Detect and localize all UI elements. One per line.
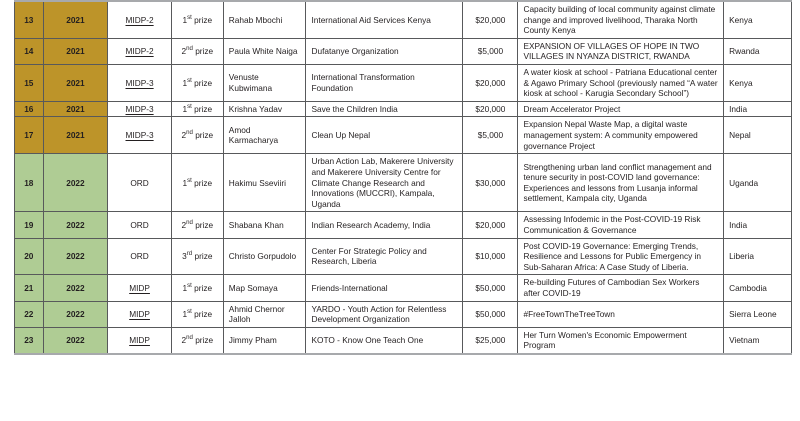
row-organization-cell: Urban Action Lab, Makerere University and Makerere University Centre for Climate Change Research and Innovations (MUCCRI), Kampala, Uganda <box>306 154 463 212</box>
row-year-cell: 2021 <box>43 38 108 64</box>
row-organization-cell: International Aid Services Kenya <box>306 1 463 38</box>
row-year-cell: 2021 <box>43 1 108 38</box>
programme-label: MIDP <box>129 308 150 319</box>
row-name-cell: Amod Karmacharya <box>223 117 306 154</box>
row-amount-cell: $20,000 <box>463 65 518 102</box>
row-organization-cell: Save the Children India <box>306 101 463 117</box>
row-prize-cell <box>171 1 223 38</box>
prize-rank-number: 3 <box>182 251 187 262</box>
row-country-cell: Vietnam <box>724 327 792 354</box>
row-programme-cell <box>108 301 172 327</box>
prize-word: prize <box>194 77 213 88</box>
row-organization-cell: Friends-International <box>306 275 463 301</box>
prize-rank-number: 2 <box>181 335 187 346</box>
row-project-cell: Capacity building of local community against climate change and improved livelihood, Tharaka North County Kenya <box>518 1 724 38</box>
row-prize-cell <box>171 154 223 212</box>
row-prize-cell <box>171 117 223 154</box>
row-prize-cell <box>171 238 223 275</box>
row-year-cell: 2022 <box>43 212 108 238</box>
row-number-cell: 13 <box>15 1 44 38</box>
row-amount-cell: $30,000 <box>463 154 518 212</box>
prize-rank <box>182 283 212 293</box>
prize-rank-ordinal: nd <box>186 334 193 342</box>
row-country-cell: Rwanda <box>724 38 792 64</box>
row-country-cell: Liberia <box>724 238 792 275</box>
row-name-cell: Map Somaya <box>223 275 306 301</box>
row-year-cell: 2022 <box>43 327 108 354</box>
awards-table-body <box>15 1 792 354</box>
prize-rank-ordinal: st <box>187 281 192 289</box>
row-country-cell: Nepal <box>724 117 792 154</box>
programme-label: MIDP <box>129 282 150 293</box>
row-prize-cell <box>171 38 223 64</box>
prize-word: prize <box>194 251 213 262</box>
prize-rank-ordinal: nd <box>186 129 193 137</box>
row-programme-cell <box>108 1 172 38</box>
row-number-cell: 14 <box>15 38 44 64</box>
row-amount-cell: $10,000 <box>463 238 518 275</box>
prize-rank <box>181 335 213 345</box>
prize-word: prize <box>195 219 214 230</box>
row-programme-cell <box>108 327 172 354</box>
row-programme-cell <box>108 65 172 102</box>
prize-rank-number: 1 <box>182 103 188 114</box>
row-country-cell: Kenya <box>724 1 792 38</box>
row-project-cell: Strengthening urban land conflict management and tenure security in post-COVID land governance: Experiences and lessons from Lusanja informal settlement, Kampala city, Uganda <box>518 154 724 212</box>
row-programme-cell <box>108 238 172 275</box>
row-project-cell: Assessing Infodemic in the Post-COVID-19 Risk Communication & Governance <box>518 212 724 238</box>
row-project-cell: Post COVID-19 Governance: Emerging Trends, Resilience and Lessons for Public Emergency in Sub-Saharan Africa: A Case Study of Liberia. <box>518 238 724 275</box>
row-organization-cell: KOTO - Know One Teach One <box>306 327 463 354</box>
table-row <box>15 38 792 64</box>
row-number-cell: 20 <box>15 238 44 275</box>
row-amount-cell: $20,000 <box>463 1 518 38</box>
row-prize-cell <box>171 275 223 301</box>
prize-rank-number: 1 <box>182 14 188 25</box>
row-name-cell: Krishna Yadav <box>223 101 306 117</box>
programme-label: MIDP-3 <box>125 77 154 88</box>
row-project-cell: A water kiosk at school - Patriana Educational center & Agawo Primary School (previously named “A water kiosk at school - Karugia Secondary School”) <box>518 65 724 102</box>
prize-rank-number: 1 <box>182 308 188 319</box>
programme-label: ORD <box>130 251 149 262</box>
programme-label: ORD <box>130 177 149 188</box>
row-number-cell: 23 <box>15 327 44 354</box>
programme-label: MIDP-2 <box>125 46 154 57</box>
row-name-cell: Rahab Mbochi <box>223 1 306 38</box>
prize-rank <box>182 309 212 319</box>
row-name-cell: Christo Gorpudolo <box>223 238 306 275</box>
programme-label: MIDP-3 <box>125 103 154 114</box>
prize-rank-number: 1 <box>182 282 188 293</box>
prize-rank <box>182 178 212 188</box>
row-year-cell: 2022 <box>43 301 108 327</box>
row-amount-cell: $20,000 <box>463 212 518 238</box>
row-organization-cell: Indian Research Academy, India <box>306 212 463 238</box>
table-row <box>15 275 792 301</box>
programme-label: ORD <box>130 219 149 230</box>
row-year-cell: 2022 <box>43 238 108 275</box>
row-prize-cell <box>171 301 223 327</box>
prize-rank <box>181 130 213 140</box>
prize-rank-number: 2 <box>181 130 187 141</box>
row-number-cell: 19 <box>15 212 44 238</box>
prize-word: prize <box>194 14 213 25</box>
row-programme-cell <box>108 212 172 238</box>
row-country-cell: Uganda <box>724 154 792 212</box>
programme-label: MIDP-3 <box>125 130 154 141</box>
row-amount-cell: $5,000 <box>463 38 518 64</box>
prize-word: prize <box>194 282 213 293</box>
row-number-cell: 15 <box>15 65 44 102</box>
row-country-cell: India <box>724 101 792 117</box>
prize-rank-ordinal: nd <box>186 45 193 53</box>
row-programme-cell <box>108 117 172 154</box>
prize-rank <box>181 46 213 56</box>
prize-word: prize <box>194 103 213 114</box>
row-organization-cell: International Transformation Foundation <box>306 65 463 102</box>
row-amount-cell: $5,000 <box>463 117 518 154</box>
prize-rank <box>181 220 213 230</box>
prize-word: prize <box>194 308 213 319</box>
row-country-cell: Sierra Leone <box>724 301 792 327</box>
row-programme-cell <box>108 38 172 64</box>
table-row <box>15 1 792 38</box>
row-project-cell: #FreeTownTheTreeTown <box>518 301 724 327</box>
table-row <box>15 212 792 238</box>
table-row <box>15 238 792 275</box>
row-country-cell: Cambodia <box>724 275 792 301</box>
row-country-cell: India <box>724 212 792 238</box>
programme-label: MIDP-2 <box>125 14 154 25</box>
row-name-cell: Paula White Naiga <box>223 38 306 64</box>
row-name-cell: Hakimu Sseviiri <box>223 154 306 212</box>
row-prize-cell <box>171 327 223 354</box>
row-number-cell: 18 <box>15 154 44 212</box>
table-row <box>15 154 792 212</box>
row-amount-cell: $20,000 <box>463 101 518 117</box>
row-number-cell: 16 <box>15 101 44 117</box>
row-organization-cell: Center For Strategic Policy and Research, Liberia <box>306 238 463 275</box>
row-year-cell: 2021 <box>43 117 108 154</box>
row-number-cell: 17 <box>15 117 44 154</box>
prize-word: prize <box>195 335 214 346</box>
row-organization-cell: YARDO - Youth Action for Relentless Development Organization <box>306 301 463 327</box>
awards-table <box>14 0 792 355</box>
row-project-cell: EXPANSION OF VILLAGES OF HOPE IN TWO VILLAGES IN NYANZA DISTRICT, RWANDA <box>518 38 724 64</box>
row-year-cell: 2021 <box>43 101 108 117</box>
row-project-cell: Dream Accelerator Project <box>518 101 724 117</box>
programme-label: MIDP <box>129 335 150 346</box>
table-row <box>15 301 792 327</box>
table-row <box>15 117 792 154</box>
prize-rank-number: 1 <box>182 77 188 88</box>
prize-word: prize <box>195 130 214 141</box>
row-amount-cell: $25,000 <box>463 327 518 354</box>
row-number-cell: 22 <box>15 301 44 327</box>
prize-rank-number: 1 <box>182 177 188 188</box>
row-organization-cell: Clean Up Nepal <box>306 117 463 154</box>
row-organization-cell: Dufatanye Organization <box>306 38 463 64</box>
table-row <box>15 101 792 117</box>
prize-rank <box>182 104 212 114</box>
row-name-cell: Jimmy Pham <box>223 327 306 354</box>
prize-rank <box>182 251 212 261</box>
prize-rank-ordinal: nd <box>186 218 193 226</box>
table-row <box>15 327 792 354</box>
row-country-cell: Kenya <box>724 65 792 102</box>
row-project-cell: Her Turn Women's Economic Empowerment Program <box>518 327 724 354</box>
row-prize-cell <box>171 101 223 117</box>
row-programme-cell <box>108 101 172 117</box>
prize-word: prize <box>195 46 214 57</box>
prize-rank <box>182 15 212 25</box>
row-programme-cell <box>108 275 172 301</box>
prize-rank-ordinal: rd <box>186 250 193 258</box>
row-prize-cell <box>171 212 223 238</box>
prize-rank-ordinal: st <box>187 176 192 184</box>
row-number-cell: 21 <box>15 275 44 301</box>
row-programme-cell <box>108 154 172 212</box>
row-name-cell: Venuste Kubwimana <box>223 65 306 102</box>
row-year-cell: 2021 <box>43 65 108 102</box>
prize-rank-number: 2 <box>181 46 187 57</box>
row-prize-cell <box>171 65 223 102</box>
row-amount-cell: $50,000 <box>463 301 518 327</box>
row-project-cell: Expansion Nepal Waste Map, a digital waste management system: A community empowered governance Project <box>518 117 724 154</box>
prize-rank-ordinal: st <box>187 76 192 84</box>
row-project-cell: Re-building Futures of Cambodian Sex Workers after COVID-19 <box>518 275 724 301</box>
row-year-cell: 2022 <box>43 275 108 301</box>
table-row <box>15 65 792 102</box>
prize-word: prize <box>194 177 213 188</box>
prize-rank-ordinal: st <box>187 308 192 316</box>
prize-rank <box>182 78 212 88</box>
prize-rank-number: 2 <box>181 219 187 230</box>
row-amount-cell: $50,000 <box>463 275 518 301</box>
prize-rank-ordinal: st <box>187 13 192 21</box>
prize-rank-ordinal: st <box>187 103 192 111</box>
row-name-cell: Ahmid Chernor Jalloh <box>223 301 306 327</box>
row-name-cell: Shabana Khan <box>223 212 306 238</box>
row-year-cell: 2022 <box>43 154 108 212</box>
